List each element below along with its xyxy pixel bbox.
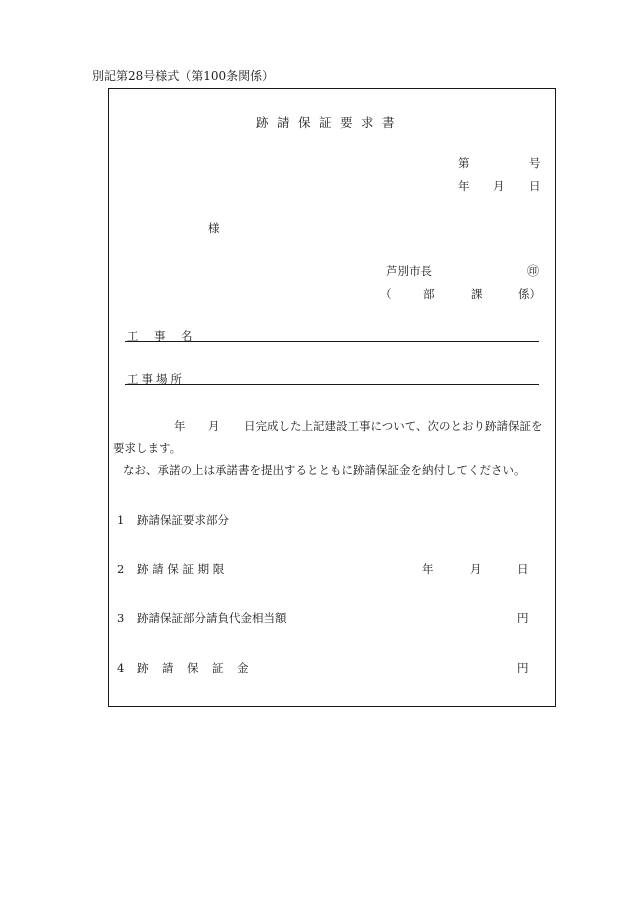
item-3-unit: 円: [517, 611, 529, 625]
item-2-label: 跡 請 保 証 期 限: [137, 562, 225, 576]
item-3-number: 3: [117, 611, 125, 625]
dept-open-paren: （: [380, 287, 392, 301]
issuer-title: 芦別市長: [386, 264, 432, 278]
date-day: 日: [529, 179, 541, 193]
body-line3: なお、承諾の上は承諾書を提出するとともに跡請保証金を納付してください。: [123, 463, 526, 477]
body-line1: 日完成した上記建設工事について、次のとおり跡請保証を: [244, 419, 543, 433]
item-3-label: 跡請保証部分請負代金相当額: [137, 611, 287, 625]
item-2-number: 2: [117, 562, 125, 576]
body-month: 月: [208, 419, 220, 433]
number-suffix: 号: [529, 156, 541, 170]
construction-site-underline: [125, 384, 539, 385]
number-prefix: 第: [458, 156, 470, 170]
item-1-number: 1: [117, 513, 125, 527]
body-line2: 要求します。: [113, 441, 182, 455]
construction-name-underline: [125, 341, 539, 342]
item-2-month: 月: [470, 562, 482, 576]
item-2-year: 年: [422, 562, 434, 576]
date-month: 月: [493, 179, 505, 193]
item-4-unit: 円: [517, 661, 529, 675]
construction-name-label: 工 事 名: [127, 329, 195, 343]
document-title: 跡請保証要求書: [256, 115, 404, 130]
construction-site-label: 工事場所: [127, 372, 185, 386]
item-1-label: 跡請保証要求部分: [137, 513, 229, 527]
body-year: 年: [174, 419, 186, 433]
item-4-label: 跡 請 保 証 金: [137, 661, 250, 675]
addressee-suffix: 様: [208, 221, 220, 235]
item-2-day: 日: [517, 562, 529, 576]
form-caption: 別記第28号様式（第100条関係）: [92, 69, 275, 83]
seal-mark: ㊞: [527, 264, 540, 278]
dept-kakari: 係）: [518, 287, 541, 301]
date-year: 年: [458, 179, 470, 193]
dept-ka: 課: [471, 287, 483, 301]
dept-bu: 部: [423, 287, 435, 301]
item-4-number: 4: [117, 661, 125, 675]
